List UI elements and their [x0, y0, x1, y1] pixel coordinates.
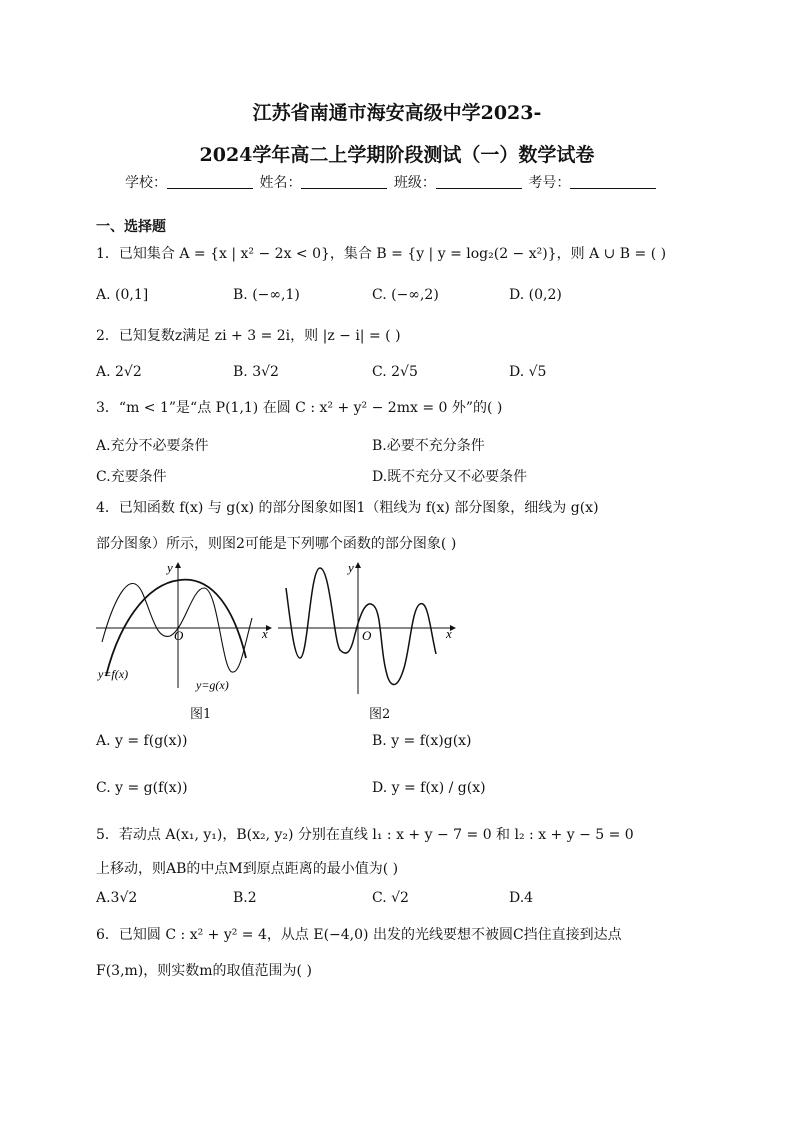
- question-4: [96, 498, 599, 518]
- q5-option-a[interactable]: A.3√2: [96, 890, 138, 906]
- info-class-label: 班级：: [393, 175, 436, 191]
- question-1: [96, 244, 666, 264]
- q5-option-b[interactable]: B.2: [233, 890, 257, 906]
- fig1-label-g: y=g(x): [196, 678, 229, 692]
- q4-option-d[interactable]: D. y = f(x) / g(x): [372, 780, 486, 796]
- question-6: [96, 925, 622, 945]
- question-number: 6．: [96, 927, 119, 943]
- fig2-y-label: y: [348, 560, 354, 575]
- q5-option-c[interactable]: C. √2: [372, 890, 409, 906]
- q3-option-a[interactable]: A.充分不必要条件: [96, 438, 209, 454]
- q1-option-b[interactable]: B. (−∞,1): [233, 287, 300, 303]
- figure-2-caption: 图2: [369, 707, 391, 722]
- q1-option-d[interactable]: D. (0,2): [509, 287, 562, 303]
- q4-option-b[interactable]: B. y = f(x)g(x): [372, 733, 472, 749]
- q3-option-c[interactable]: C.充要条件: [96, 469, 167, 485]
- question-text: 已知集合 A = {x | x² − 2x < 0}，集合 B = {y | y = log₂(2 − x²)}，则 A ∪ B = ( ): [118, 246, 667, 262]
- question-6-line2: F(3,m)，则实数m的取值范围为( ): [96, 963, 312, 979]
- fig1-origin: O: [174, 628, 184, 643]
- fig2-x-label: x: [446, 626, 452, 641]
- fig1-label-f: y=f(x): [98, 667, 129, 681]
- info-line: [125, 172, 658, 192]
- fig1-y-label: y: [167, 560, 173, 575]
- question-2: [96, 326, 401, 346]
- question-text: 已知复数z满足 zi + 3 = 2i，则 |z − i| = ( ): [118, 328, 401, 344]
- q3-option-d[interactable]: D.既不充分又不必要条件: [372, 469, 528, 485]
- q4-option-a[interactable]: A. y = f(g(x)): [96, 733, 188, 749]
- q2-option-a[interactable]: A. 2√2: [96, 364, 142, 380]
- question-number: 1．: [96, 246, 119, 262]
- question-text: 若动点 A(x₁, y₁)，B(x₂, y₂) 分别在直线 l₁ : x + y − 7 = 0 和 l₂ : x + y − 5 = 0: [118, 827, 634, 843]
- q5-option-d[interactable]: D.4: [509, 890, 534, 906]
- q2-option-b[interactable]: B. 3√2: [233, 364, 279, 380]
- fig2-origin: O: [362, 628, 372, 643]
- question-5-line2: 上移动，则AB的中点M到原点距离的最小值为( ): [96, 861, 399, 877]
- q1-option-c[interactable]: C. (−∞,2): [372, 287, 439, 303]
- info-school-label: 学校：: [125, 175, 167, 191]
- question-number: 4．: [96, 500, 119, 516]
- question-text: 已知圆 C : x² + y² = 4，从点 E(−4,0) 出发的光线要想不被圆C挡住直接到达点: [118, 927, 622, 943]
- exam-title-line1: 江苏省南通市海安高级中学2023-: [252, 102, 542, 124]
- q2-option-c[interactable]: C. 2√5: [372, 364, 418, 380]
- info-id-blank[interactable]: [570, 174, 656, 189]
- info-name-label: 姓名：: [259, 175, 302, 191]
- exam-title-line2: 2024学年高二上学期阶段测试（一）数学试卷: [199, 144, 595, 166]
- section-title: 一、选择题: [96, 219, 166, 235]
- info-id-label: 考号：: [528, 175, 571, 191]
- q2-option-d[interactable]: D. √5: [509, 364, 547, 380]
- q4-option-c[interactable]: C. y = g(f(x)): [96, 780, 188, 796]
- question-number: 2．: [96, 328, 119, 344]
- question-5: [96, 825, 634, 845]
- question-number: 5．: [96, 827, 119, 843]
- info-name-blank[interactable]: [301, 174, 387, 189]
- info-school-blank[interactable]: [167, 174, 253, 189]
- fig2-y-arrow: [355, 562, 361, 568]
- question-text: 已知函数 f(x) 与 g(x) 的部分图象如图1（粗线为 f(x) 部分图象，细线为 g(x): [118, 500, 599, 516]
- q1-option-a[interactable]: A. (0,1]: [96, 287, 149, 303]
- fig2-curve: [286, 568, 436, 685]
- question-4-line2: 部分图象）所示，则图2可能是下列哪个函数的部分图象( ): [96, 536, 457, 552]
- question-3: [96, 398, 502, 418]
- question-number: 3．: [96, 400, 119, 416]
- question-text: “m < 1”是“点 P(1,1) 在圆 C : x² + y² − 2mx = 0 外”的( ): [118, 400, 503, 416]
- info-class-blank[interactable]: [436, 174, 522, 189]
- figure-2: [276, 558, 462, 696]
- fig1-x-label: x: [262, 626, 268, 641]
- q3-option-b[interactable]: B.必要不充分条件: [372, 438, 485, 454]
- figure-1-caption: 图1: [190, 707, 212, 722]
- fig1-y-arrow: [175, 562, 181, 568]
- figure-1: [94, 558, 280, 696]
